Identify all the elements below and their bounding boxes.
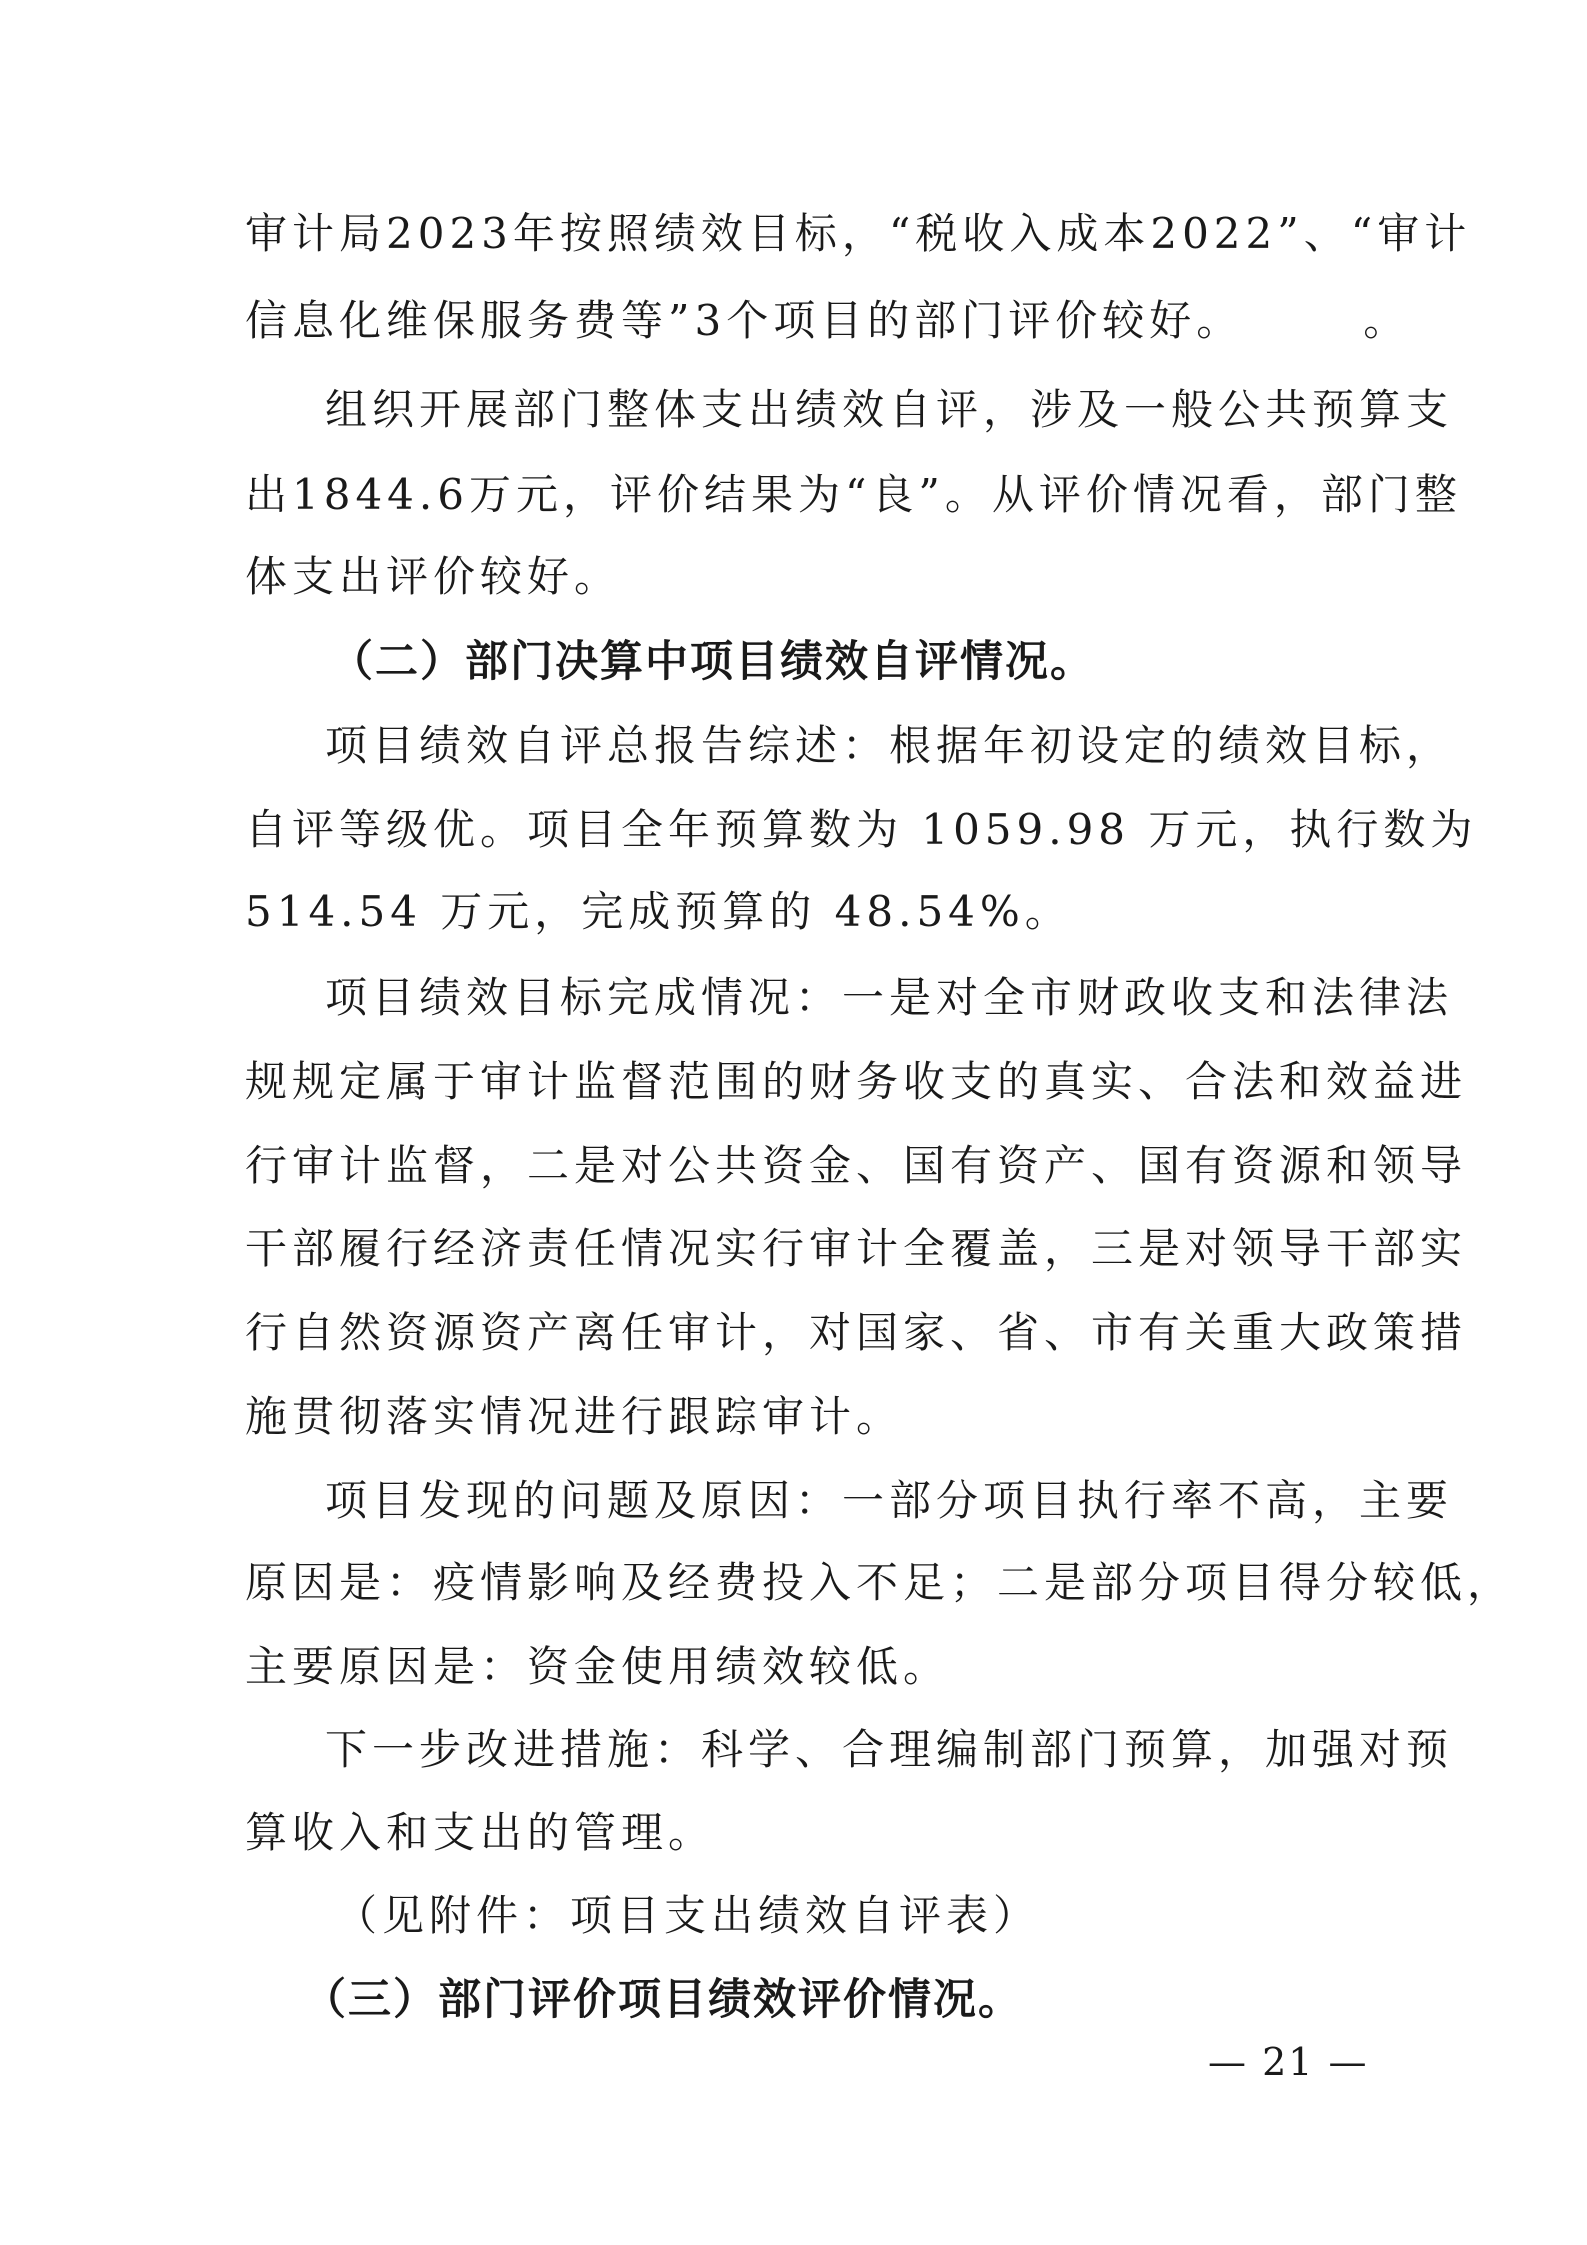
text-line: 514.54 万元，完成预算的 48.54%。 (245, 887, 1072, 936)
text-line: 审计局2023年按照绩效目标，“税收入成本2022”、“审计 (245, 209, 1472, 258)
text-line: 施贯彻落实情况进行跟踪审计。 (245, 1392, 904, 1441)
text-line: 行自然资源资产离任审计，对国家、省、市有关重大政策措 (245, 1308, 1468, 1357)
text-line: 规规定属于审计监督范围的财务收支的真实、合法和效益进 (245, 1057, 1468, 1106)
text-line: （见附件：项目支出绩效自评表） (335, 1891, 1041, 1940)
text-line: 出1844.6万元，评价结果为“良”。从评价情况看，部门整 (245, 470, 1462, 519)
text-line: 项目绩效自评总报告综述：根据年初设定的绩效目标， (325, 721, 1454, 770)
text-line: 项目绩效目标完成情况：一是对全市财政收支和法律法 (325, 973, 1454, 1022)
text-line: 算收入和支出的管理。 (245, 1808, 716, 1857)
text-line: 自评等级优。项目全年预算数为 1059.98 万元，执行数为 (245, 805, 1478, 854)
section-heading: （二）部门决算中项目绩效自评情况。 (330, 637, 1095, 687)
section-heading: （三）部门评价项目绩效评价情况。 (303, 1975, 1023, 2025)
text-line: 原因是：疫情影响及经费投入不足；二是部分项目得分较低， (245, 1558, 1515, 1607)
page-number: — 21 — (1208, 2040, 1369, 2084)
text-line: 信息化维保服务费等”3个项目的部门评价较好。 。 (245, 296, 1411, 345)
text-line: 项目发现的问题及原因：一部分项目执行率不高，主要 (325, 1476, 1454, 1525)
text-line: 下一步改进措施：科学、合理编制部门预算，加强对预 (325, 1725, 1454, 1774)
text-line: 组织开展部门整体支出绩效自评，涉及一般公共预算支 (325, 385, 1454, 434)
text-line: 体支出评价较好。 (245, 552, 622, 601)
text-line: 主要原因是：资金使用绩效较低。 (245, 1642, 951, 1691)
text-line: 干部履行经济责任情况实行审计全覆盖，三是对领导干部实 (245, 1224, 1468, 1273)
text-line: 行审计监督，二是对公共资金、国有资产、国有资源和领导 (245, 1141, 1468, 1190)
